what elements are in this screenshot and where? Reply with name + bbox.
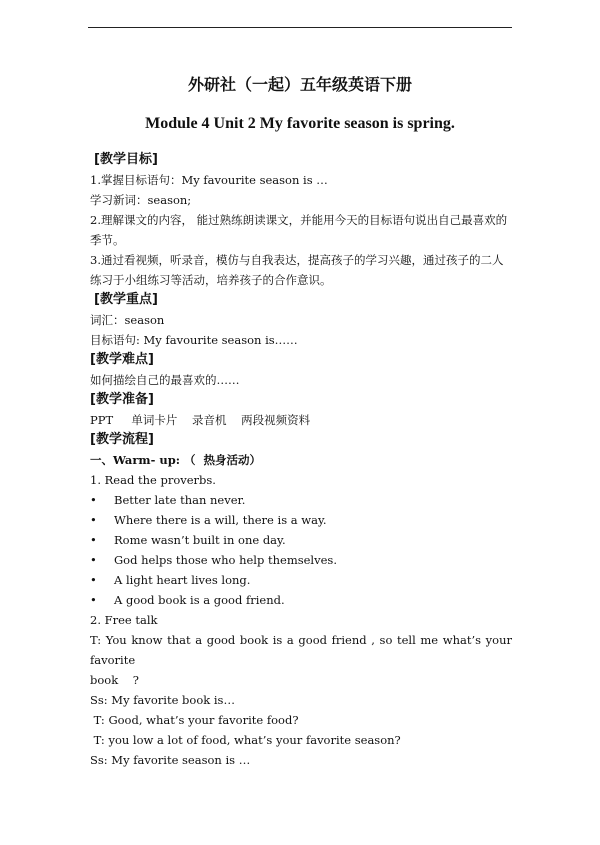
document-body (90, 150, 512, 770)
focus-line: 词汇：season (90, 313, 165, 327)
focus-line: 目标语句: My favourite season is…… (90, 333, 298, 347)
document-title: 外研社（一起）五年级英语下册 (187, 75, 412, 94)
dialogue-line: T: You know that a good book is a good friend , so tell me what’s your favorite (90, 633, 512, 667)
focus-heading: [教学重点] (94, 292, 158, 307)
dialogue-line: Ss: My favorite book is… (90, 693, 235, 707)
dialogue-line: Ss: My favorite season is … (90, 753, 251, 767)
bullet: • (90, 593, 97, 607)
bullet: • (90, 513, 97, 527)
process-heading: [教学流程] (90, 432, 154, 447)
goal-line: 2.理解课文的内容， 能过熟练朗读课文，并能用今天的目标语句说出自己最喜欢的季节。 (90, 213, 508, 247)
list-item (90, 510, 512, 530)
read-heading: 1. Read the proverbs. (90, 473, 216, 487)
goal-line: 1.掌握目标语句：My favourite season is … (90, 173, 328, 187)
document-subtitle: Module 4 Unit 2 My favorite season is spring. (145, 115, 455, 132)
goals-heading: [教学目标] (94, 152, 158, 167)
list-item (90, 530, 512, 550)
difficulty-heading: [教学难点] (90, 352, 154, 367)
proverb-text: God helps those who help themselves. (114, 553, 337, 567)
difficulty-line: 如何描绘自己的最喜欢的…… (90, 373, 240, 387)
goal-line: 学习新词：season; (90, 193, 192, 207)
dialogue-line: T: Good, what’s your favorite food? (90, 713, 299, 727)
proverb-text: Better late than never. (114, 493, 246, 507)
prep-heading: [教学准备] (90, 392, 154, 407)
bullet: • (90, 533, 97, 547)
list-item (90, 590, 512, 610)
proverb-text: A light heart lives long. (114, 573, 251, 587)
goal-line: 3.通过看视频，听录音，模仿与自我表达，提高孩子的学习兴趣，通过孩子的二人练习于小组练习等活动，培养孩子的合作意识。 (90, 253, 504, 287)
bullet: • (90, 573, 97, 587)
list-item (90, 490, 512, 510)
bullet: • (90, 493, 97, 507)
list-item (90, 550, 512, 570)
proverb-text: A good book is a good friend. (114, 593, 285, 607)
dialogue-line: book ? (90, 673, 139, 687)
proverb-text: Rome wasn’t built in one day. (114, 533, 286, 547)
proverb-text: Where there is a will, there is a way. (114, 513, 327, 527)
dialogue-line: T: you low a lot of food, what’s your favorite season? (90, 733, 401, 747)
bullet: • (90, 553, 97, 567)
warmup-heading: 一、Warm- up: （ 热身活动） (90, 453, 262, 467)
prep-line: PPT 单词卡片 录音机 两段视频资料 (90, 413, 311, 427)
list-item (90, 570, 512, 590)
free-talk-heading: 2. Free talk (90, 613, 158, 627)
top-rule (88, 27, 512, 28)
